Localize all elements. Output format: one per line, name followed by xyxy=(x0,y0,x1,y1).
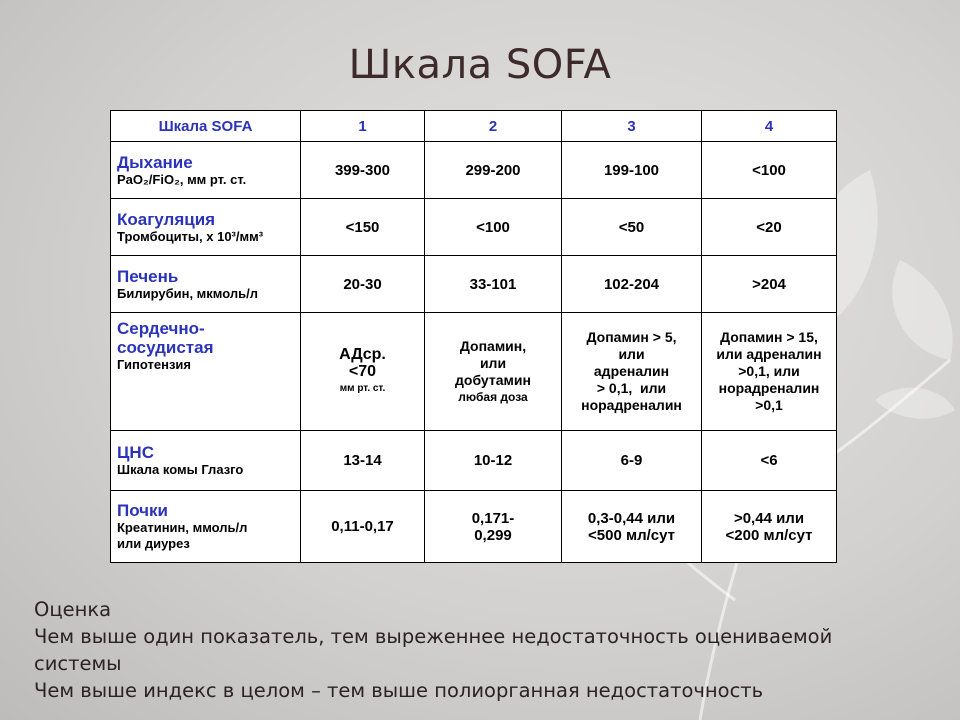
score-cell xyxy=(562,491,702,563)
score-cell: 6-9 xyxy=(562,431,702,491)
cell-line: <500 мл/сут xyxy=(588,526,675,544)
score-cell: <100 xyxy=(702,142,837,199)
sofa-table xyxy=(110,110,837,563)
criterion-desc: Тромбоциты, х 10³/мм³ xyxy=(117,228,264,244)
criterion-cell xyxy=(111,199,301,256)
header-cell: 4 xyxy=(702,111,837,142)
score-cell: 199-100 xyxy=(562,142,702,199)
cell-line: 0,171- xyxy=(471,509,515,527)
score-cell xyxy=(425,313,562,431)
score-cell: <20 xyxy=(702,199,837,256)
score-cell xyxy=(702,491,837,563)
score-cell: 13-14 xyxy=(301,431,425,491)
criterion-name: ЦНС xyxy=(117,443,154,462)
footer-line: Чем выше индекс в целом – тем выше полиорганная недостаточность xyxy=(34,679,764,702)
cell-line: Допамин > 5, xyxy=(586,329,677,345)
header-cell: Шкала SOFA xyxy=(111,111,301,142)
cell-line: норадреналин xyxy=(718,380,820,396)
criterion-name: Сердечно- xyxy=(117,319,205,338)
cell-line: <70 xyxy=(348,363,377,380)
cell-line: 0,299 xyxy=(474,526,512,544)
score-cell xyxy=(425,491,562,563)
cell-line: добутамин xyxy=(455,371,531,388)
table-row xyxy=(111,491,837,563)
cell-line: мм рт. ст. xyxy=(339,383,386,394)
score-cell: 33-101 xyxy=(425,256,562,313)
criterion-desc: или диурез xyxy=(117,536,190,551)
score-cell: 399-300 xyxy=(301,142,425,199)
score-cell: <6 xyxy=(702,431,837,491)
cell-line: любая доза xyxy=(458,389,528,404)
score-cell: 10-12 xyxy=(425,431,562,491)
cell-line: норадреналин xyxy=(581,397,682,413)
cell-line: адреналин xyxy=(593,363,670,379)
cell-line: 0,3-0,44 или xyxy=(587,509,676,527)
criterion-cell xyxy=(111,313,301,431)
criterion-cell xyxy=(111,491,301,563)
table-row xyxy=(111,142,837,199)
cell-line: >0,1 xyxy=(755,397,783,413)
score-cell: <100 xyxy=(425,199,562,256)
cell-line: или адреналин xyxy=(716,346,822,362)
footer-notes xyxy=(34,596,934,704)
table-row xyxy=(111,313,837,431)
score-cell xyxy=(301,313,425,431)
criterion-name: сосудистая xyxy=(117,338,214,357)
table-header-row xyxy=(111,111,837,142)
criterion-cell xyxy=(111,256,301,313)
criterion-cell xyxy=(111,431,301,491)
footer-line: системы xyxy=(34,652,122,675)
criterion-desc: Шкала комы Глазго xyxy=(117,462,244,477)
cell-line: АДср. xyxy=(339,346,386,363)
score-cell xyxy=(702,313,837,431)
header-cell: 3 xyxy=(562,111,702,142)
cell-line: >0,44 или xyxy=(733,509,805,527)
criterion-name: Печень xyxy=(117,266,179,286)
table-row xyxy=(111,199,837,256)
cell-line: <200 мл/сут xyxy=(725,526,813,544)
criterion-desc: Билирубин, мкмоль/л xyxy=(117,285,258,301)
criterion-desc: Креатинин, ммоль/л xyxy=(117,520,248,535)
score-cell: <50 xyxy=(562,199,702,256)
cell-line: или xyxy=(479,354,507,371)
cell-line: >0,1, или xyxy=(738,363,800,379)
criterion-cell xyxy=(111,142,301,199)
score-cell: >204 xyxy=(702,256,837,313)
cell-line: Допамин, xyxy=(459,337,527,354)
footer-heading: Оценка xyxy=(34,598,112,621)
score-cell: 20-30 xyxy=(301,256,425,313)
cell-line: или xyxy=(618,346,645,362)
criterion-name: Коагуляция xyxy=(117,209,216,229)
criterion-name: Дыхание xyxy=(117,152,193,172)
criterion-desc: PaO₂/FiO₂, мм рт. ст. xyxy=(117,171,247,187)
criterion-desc: Гипотензия xyxy=(117,357,191,372)
table-row xyxy=(111,256,837,313)
cell-line: > 0,1, или xyxy=(596,380,667,396)
slide-title: Шкала SOFA xyxy=(348,42,612,88)
table-row xyxy=(111,431,837,491)
header-cell: 1 xyxy=(301,111,425,142)
criterion-name: Почки xyxy=(117,501,169,520)
cell-line: Допамин > 15, xyxy=(720,329,818,345)
header-cell: 2 xyxy=(425,111,562,142)
footer-line: Чем выше один показатель, тем выреженнее недостаточность оцениваемой xyxy=(34,625,833,648)
score-cell: 0,11-0,17 xyxy=(301,491,425,563)
score-cell: 299-200 xyxy=(425,142,562,199)
score-cell: 102-204 xyxy=(562,256,702,313)
score-cell: <150 xyxy=(301,199,425,256)
score-cell xyxy=(562,313,702,431)
